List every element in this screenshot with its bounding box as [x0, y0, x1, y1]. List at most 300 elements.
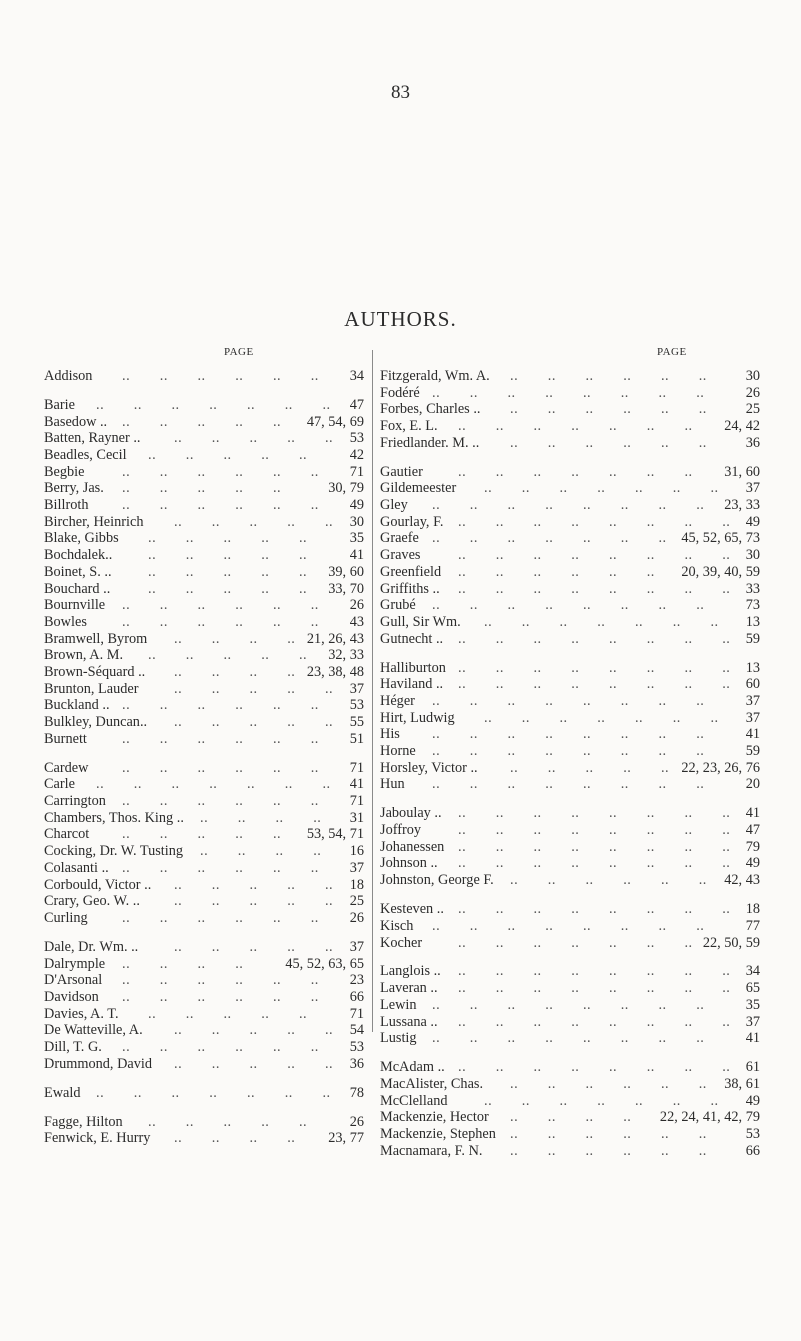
- author-name: Mackenzie, Stephen: [380, 1125, 496, 1142]
- leader-dots: .. .. .. .. .. .. .. ..: [458, 901, 731, 918]
- leader-dots: .. .. .. ..: [174, 663, 296, 680]
- page-references: 35: [349, 530, 364, 547]
- leader-dots: .. .. .. .. .. .. .. ..: [458, 963, 731, 980]
- index-entry: [380, 839, 760, 856]
- page-references: 55: [349, 714, 364, 731]
- leader-dots: .. .. .. .. .. .. .. ..: [458, 805, 731, 822]
- leader-dots: .. .. .. .. .. ..: [122, 1039, 319, 1056]
- leader-dots: .. .. .. .. .. .. .. ..: [432, 996, 705, 1013]
- leader-dots: .. .. .. ..: [174, 1130, 296, 1147]
- author-name: Graves: [380, 547, 421, 564]
- group-spacer: [380, 951, 760, 963]
- leader-dots: .. .. .. .. .. ..: [510, 434, 707, 451]
- author-name: Beadles, Cecil: [44, 447, 127, 464]
- leader-dots: .. .. .. .. .. .. .. ..: [432, 384, 705, 401]
- leader-dots: .. .. .. .. .. .. ..: [96, 776, 331, 793]
- leader-dots: .. .. .. .. ..: [148, 1005, 308, 1022]
- author-name: Chambers, Thos. King ..: [44, 809, 184, 826]
- page-references: 66: [349, 988, 364, 1005]
- author-name: Ewald: [44, 1084, 81, 1101]
- index-entry: [44, 564, 364, 581]
- page-references: 49: [745, 513, 760, 530]
- leader-dots: .. .. .. .. .. ..: [122, 793, 319, 810]
- index-entry: [380, 660, 760, 677]
- index-entry: [44, 664, 364, 681]
- author-name: Fenwick, E. Hurry: [44, 1130, 151, 1147]
- leader-dots: .. .. .. .. .. .. .. ..: [432, 917, 705, 934]
- leader-dots: .. .. .. ..: [200, 843, 322, 860]
- page-references: 53: [349, 430, 364, 447]
- leader-dots: .. .. .. .. ..: [122, 826, 282, 843]
- leader-dots: .. .. .. .. .. .. .. ..: [458, 580, 731, 597]
- index-entry: [44, 447, 364, 464]
- leader-dots: .. .. .. .. .. ..: [122, 730, 319, 747]
- author-name: Dalrymple: [44, 955, 106, 972]
- index-entry: [380, 822, 760, 839]
- page-references: 47: [349, 396, 364, 413]
- page-references: 30, 79: [328, 480, 364, 497]
- index-entry: [44, 464, 364, 481]
- leader-dots: .. .. .. .. ..: [174, 1022, 334, 1039]
- leader-dots: .. .. .. .. .. .. ..: [484, 1092, 719, 1109]
- index-entry: [44, 597, 364, 614]
- index-entry: [44, 480, 364, 497]
- page-references: 53, 54, 71: [306, 826, 364, 843]
- page-references: 45, 52, 63, 65: [285, 955, 364, 972]
- index-entry: [44, 514, 364, 531]
- index-entry: [380, 1143, 760, 1160]
- leader-dots: .. .. .. .. ..: [510, 759, 670, 776]
- index-entry: [380, 693, 760, 710]
- leader-dots: .. .. .. .. .. .. ..: [96, 1084, 331, 1101]
- index-entry: [44, 647, 364, 664]
- index-entry: [44, 1114, 364, 1131]
- author-name: Billroth: [44, 497, 89, 514]
- author-name: Corbould, Victor ..: [44, 876, 152, 893]
- index-entry: [44, 910, 364, 927]
- leader-dots: .. .. .. .. ..: [174, 1055, 334, 1072]
- index-entry: [44, 860, 364, 877]
- index-entry: [380, 597, 760, 614]
- index-entry: [44, 1130, 364, 1147]
- index-entry: [44, 893, 364, 910]
- page-references: 13: [745, 613, 760, 630]
- left-column: [44, 368, 364, 1147]
- author-name: Cardew: [44, 759, 89, 776]
- group-spacer: [380, 889, 760, 901]
- index-entry: [380, 963, 760, 980]
- group-spacer: [380, 1047, 760, 1059]
- author-name: Fodéré: [380, 384, 420, 401]
- page-references: 77: [745, 917, 760, 934]
- leader-dots: .. .. .. ..: [510, 1109, 632, 1126]
- author-name: Begbie: [44, 463, 85, 480]
- index-entry: [380, 581, 760, 598]
- page-references: 34: [349, 368, 364, 384]
- group-spacer: [44, 1101, 364, 1113]
- index-entry: [380, 980, 760, 997]
- index-entry: [380, 547, 760, 564]
- leader-dots: .. .. .. .. ..: [174, 893, 334, 910]
- index-entry: [380, 997, 760, 1014]
- author-name: Bircher, Heinrich: [44, 513, 144, 530]
- group-spacer: [380, 793, 760, 805]
- author-name: Brown-Séquard ..: [44, 663, 146, 680]
- leader-dots: .. .. .. .. .. .. ..: [484, 709, 719, 726]
- leader-dots: .. .. .. .. ..: [174, 876, 334, 893]
- page-references: 71: [349, 463, 364, 480]
- author-name: Brunton, Lauder: [44, 680, 139, 697]
- index-entry: [380, 1126, 760, 1143]
- leader-dots: .. .. .. .. ..: [148, 563, 308, 580]
- page-references: 22, 23, 26, 76: [681, 759, 760, 776]
- leader-dots: .. .. .. .. ..: [122, 480, 282, 497]
- page-references: 26: [349, 597, 364, 614]
- index-entry: [380, 368, 760, 385]
- leader-dots: .. .. .. .. .. .. .. ..: [458, 1059, 731, 1076]
- page-references: 25: [349, 893, 364, 910]
- index-entry: [380, 614, 760, 631]
- index-entry: [380, 401, 760, 418]
- author-name: Carrington: [44, 793, 106, 810]
- author-name: Kisch: [380, 917, 414, 934]
- author-name: Kesteven ..: [380, 901, 444, 918]
- author-name: Drummond, David: [44, 1055, 153, 1072]
- leader-dots: .. .. .. .. .. .. .. ..: [458, 855, 731, 872]
- author-name: Fagge, Hilton: [44, 1113, 123, 1130]
- page-references: 30: [349, 513, 364, 530]
- page-references: 16: [349, 843, 364, 860]
- index-entry: [44, 397, 364, 414]
- page-references: 54: [349, 1022, 364, 1039]
- leader-dots: .. .. .. .. ..: [148, 647, 308, 664]
- author-name: Mackenzie, Hector: [380, 1109, 489, 1126]
- index-entry: [44, 972, 364, 989]
- author-name: Greenfield: [380, 563, 442, 580]
- author-name: Charcot: [44, 826, 90, 843]
- leader-dots: .. .. .. .. .. ..: [122, 463, 319, 480]
- author-name: Basedow ..: [44, 413, 108, 430]
- page-references: 49: [745, 855, 760, 872]
- page-references: 49: [745, 1092, 760, 1109]
- page-references: 23, 77: [328, 1130, 364, 1147]
- page-references: 21, 26, 43: [306, 630, 364, 647]
- index-entry: [44, 956, 364, 973]
- author-name: Gourlay, F.: [380, 513, 444, 530]
- author-name: Bowles: [44, 613, 87, 630]
- index-entry: [380, 480, 760, 497]
- author-name: Brown, A. M.: [44, 647, 124, 664]
- page-references: 37: [745, 709, 760, 726]
- right-page-header: PAGE: [657, 346, 687, 358]
- leader-dots: .. .. .. .. .. .. .. ..: [432, 597, 705, 614]
- index-entry: [44, 714, 364, 731]
- index-entry: [44, 1039, 364, 1056]
- author-name: Berry, Jas.: [44, 480, 104, 497]
- page-references: 22, 24, 41, 42, 79: [659, 1109, 760, 1126]
- leader-dots: .. .. .. .. .. ..: [510, 368, 707, 384]
- author-name: Johanessen: [380, 838, 445, 855]
- index-entry: [380, 418, 760, 435]
- author-name: Batten, Rayner ..: [44, 430, 141, 447]
- index-entry: [44, 581, 364, 598]
- author-name: Horsley, Victor ..: [380, 759, 478, 776]
- author-name: Fox, E. L.: [380, 418, 438, 435]
- page-references: 37: [349, 938, 364, 955]
- author-name: Jaboulay ..: [380, 805, 442, 822]
- index-entry: [44, 697, 364, 714]
- page-references: 20, 39, 40, 59: [681, 563, 760, 580]
- page-references: 26: [349, 909, 364, 926]
- index-entry: [380, 855, 760, 872]
- leader-dots: .. .. .. .. .. .. ..: [484, 613, 719, 630]
- group-spacer: [44, 927, 364, 939]
- page-references: 53: [349, 697, 364, 714]
- leader-dots: .. .. .. .. ..: [148, 1113, 308, 1130]
- leader-dots: .. .. .. .. .. ..: [122, 697, 319, 714]
- author-name: Hirt, Ludwig: [380, 709, 455, 726]
- page-references: 30: [745, 547, 760, 564]
- author-name: McClelland: [380, 1092, 448, 1109]
- author-name: Gull, Sir Wm.: [380, 613, 461, 630]
- index-entry: [380, 726, 760, 743]
- leader-dots: .. .. .. .. ..: [148, 580, 308, 597]
- page-references: 51: [349, 730, 364, 747]
- page-references: 66: [745, 1142, 760, 1159]
- page-references: 53: [745, 1125, 760, 1142]
- index-entry: [44, 547, 364, 564]
- leader-dots: .. .. .. .. .. .. .. ..: [458, 547, 731, 564]
- author-name: Addison: [44, 368, 93, 384]
- leader-dots: .. .. .. .. .. .. .. ..: [458, 822, 731, 839]
- index-entry: [44, 1006, 364, 1023]
- leader-dots: .. .. .. .. .. ..: [122, 497, 319, 514]
- page-references: 36: [349, 1055, 364, 1072]
- author-name: Bournville: [44, 597, 106, 614]
- index-entry: [380, 1109, 760, 1126]
- author-name: McAdam ..: [380, 1059, 445, 1076]
- author-name: Lewin: [380, 996, 417, 1013]
- index-entry: [44, 877, 364, 894]
- page-references: 71: [349, 793, 364, 810]
- page-references: 41: [349, 547, 364, 564]
- page-references: 26: [349, 1113, 364, 1130]
- page-references: 41: [745, 1030, 760, 1047]
- leader-dots: .. .. .. .. .. .. .. ..: [432, 776, 705, 793]
- author-name: Langlois ..: [380, 963, 441, 980]
- page-references: 78: [349, 1084, 364, 1101]
- index-entry: [44, 430, 364, 447]
- page-references: 24, 42: [724, 418, 760, 435]
- page-references: 43: [349, 613, 364, 630]
- page-references: 71: [349, 759, 364, 776]
- page-references: 23: [349, 972, 364, 989]
- author-name: Laveran ..: [380, 980, 438, 997]
- index-entry: [44, 681, 364, 698]
- index-entry: [44, 497, 364, 514]
- page-references: 30: [745, 368, 760, 384]
- author-name: Horne: [380, 743, 416, 760]
- author-name: Dill, T. G.: [44, 1039, 102, 1056]
- page-references: 42: [349, 447, 364, 464]
- leader-dots: .. .. .. .. .. ..: [510, 1142, 707, 1159]
- index-entry: [44, 989, 364, 1006]
- author-name: Barie: [44, 396, 75, 413]
- author-name: Johnson ..: [380, 855, 438, 872]
- author-name: Davidson: [44, 988, 99, 1005]
- author-name: Gautier: [380, 463, 423, 480]
- leader-dots: .. .. .. .. ..: [174, 513, 334, 530]
- index-entry: [380, 676, 760, 693]
- page-references: 38, 61: [724, 1075, 760, 1092]
- index-entry: [44, 843, 364, 860]
- index-entry: [380, 1093, 760, 1110]
- author-name: Gildemeester: [380, 480, 457, 497]
- page-references: 18: [349, 876, 364, 893]
- author-name: De Watteville, A.: [44, 1022, 143, 1039]
- index-entry: [380, 1030, 760, 1047]
- page-references: 65: [745, 980, 760, 997]
- author-name: Cocking, Dr. W. Tusting: [44, 843, 184, 860]
- leader-dots: .. .. .. .. .. .. .. ..: [432, 743, 705, 760]
- page-references: 45, 52, 65, 73: [681, 530, 760, 547]
- leader-dots: .. .. .. .. .. .. ..: [432, 530, 667, 547]
- page-references: 61: [745, 1059, 760, 1076]
- leader-dots: .. .. .. .. .. .. ..: [458, 463, 693, 480]
- author-name: Bramwell, Byrom: [44, 630, 148, 647]
- author-name: Buckland ..: [44, 697, 110, 714]
- leader-dots: .. .. .. ..: [122, 955, 244, 972]
- index-entry: [380, 901, 760, 918]
- group-spacer: [380, 451, 760, 463]
- author-name: Davies, A. T.: [44, 1005, 119, 1022]
- leader-dots: .. .. .. .. .. .. .. ..: [432, 692, 705, 709]
- index-entry: [380, 464, 760, 481]
- leader-dots: .. .. .. .. .. .. .. ..: [432, 726, 705, 743]
- author-name: Bochdalek..: [44, 547, 113, 564]
- leader-dots: .. .. .. .. .. ..: [122, 972, 319, 989]
- page-number: 83: [391, 82, 410, 103]
- index-entry: [380, 1059, 760, 1076]
- author-name: Graefe: [380, 530, 419, 547]
- leader-dots: .. .. .. .. .. .. ..: [484, 480, 719, 497]
- page-references: 47: [745, 822, 760, 839]
- author-name: Kocher: [380, 934, 423, 951]
- page-references: 49: [349, 497, 364, 514]
- index-entry: [380, 631, 760, 648]
- leader-dots: .. .. .. .. ..: [174, 714, 334, 731]
- index-entry: [380, 743, 760, 760]
- author-name: Joffroy: [380, 822, 422, 839]
- page-references: 53: [349, 1039, 364, 1056]
- leader-dots: .. .. .. .. .. ..: [122, 368, 319, 384]
- author-name: Haviland ..: [380, 676, 444, 693]
- leader-dots: .. .. .. .. .. .. .. ..: [458, 1013, 731, 1030]
- index-entry: [44, 826, 364, 843]
- author-name: Lussana ..: [380, 1013, 438, 1030]
- page-references: 37: [745, 480, 760, 497]
- page-references: 41: [745, 726, 760, 743]
- leader-dots: .. .. .. .. ..: [174, 680, 334, 697]
- page-references: 59: [745, 630, 760, 647]
- leader-dots: .. .. .. .. .. ..: [458, 563, 655, 580]
- author-name: Héger: [380, 692, 415, 709]
- page-references: 32, 33: [328, 647, 364, 664]
- index-entry: [44, 614, 364, 631]
- page-references: 37: [349, 680, 364, 697]
- index-entry: [380, 497, 760, 514]
- index-entry: [44, 939, 364, 956]
- author-name: His: [380, 726, 400, 743]
- page-references: 71: [349, 1005, 364, 1022]
- page-references: 31, 60: [724, 463, 760, 480]
- leader-dots: .. .. .. .. .. ..: [122, 909, 319, 926]
- page-references: 20: [745, 776, 760, 793]
- author-name: Dale, Dr. Wm. ..: [44, 938, 139, 955]
- group-spacer: [44, 385, 364, 397]
- index-entry: [380, 935, 760, 952]
- index-entry: [380, 530, 760, 547]
- right-column: [380, 368, 760, 1159]
- page-references: 23, 33: [724, 497, 760, 514]
- leader-dots: .. .. .. ..: [174, 630, 296, 647]
- index-entry: [44, 1056, 364, 1073]
- index-entry: [44, 810, 364, 827]
- leader-dots: .. .. .. .. .. .. .. ..: [458, 980, 731, 997]
- author-name: Johnston, George F.: [380, 872, 494, 889]
- index-entry: [380, 918, 760, 935]
- index-entry: [380, 435, 760, 452]
- author-name: Friedlander. M. ..: [380, 434, 480, 451]
- page-references: 33, 70: [328, 580, 364, 597]
- index-entry: [380, 514, 760, 531]
- left-page-header: PAGE: [224, 346, 254, 358]
- author-name: Gley: [380, 497, 408, 514]
- index-entry: [44, 530, 364, 547]
- author-name: Griffiths ..: [380, 580, 440, 597]
- column-divider: [372, 350, 373, 1032]
- group-spacer: [44, 1072, 364, 1084]
- leader-dots: .. .. .. .. .. .. ..: [96, 396, 331, 413]
- author-name: Forbes, Charles ..: [380, 401, 481, 418]
- page-references: 36: [745, 434, 760, 451]
- leader-dots: .. .. .. .. .. .. ..: [458, 934, 693, 951]
- page-references: 35: [745, 996, 760, 1013]
- index-entry: [44, 760, 364, 777]
- index-entry: [44, 1022, 364, 1039]
- author-name: Colasanti ..: [44, 859, 109, 876]
- index-entry: [44, 414, 364, 431]
- author-name: Curling: [44, 909, 88, 926]
- leader-dots: .. .. .. ..: [200, 809, 322, 826]
- leader-dots: .. .. .. .. .. .. .. ..: [458, 838, 731, 855]
- leader-dots: .. .. .. .. .. .. .. ..: [458, 676, 731, 693]
- leader-dots: .. .. .. .. .. ..: [510, 1125, 707, 1142]
- leader-dots: .. .. .. .. ..: [148, 447, 308, 464]
- author-name: Gutnecht ..: [380, 630, 444, 647]
- index-entry: [380, 385, 760, 402]
- index-entry: [380, 805, 760, 822]
- index-entry: [380, 1014, 760, 1031]
- leader-dots: .. .. .. .. .. ..: [122, 759, 319, 776]
- index-entry: [44, 776, 364, 793]
- page-references: 13: [745, 659, 760, 676]
- page-references: 37: [349, 859, 364, 876]
- author-name: Lustig: [380, 1030, 417, 1047]
- author-name: Bulkley, Duncan..: [44, 714, 148, 731]
- author-name: Crary, Geo. W. ..: [44, 893, 140, 910]
- index-entry: [44, 793, 364, 810]
